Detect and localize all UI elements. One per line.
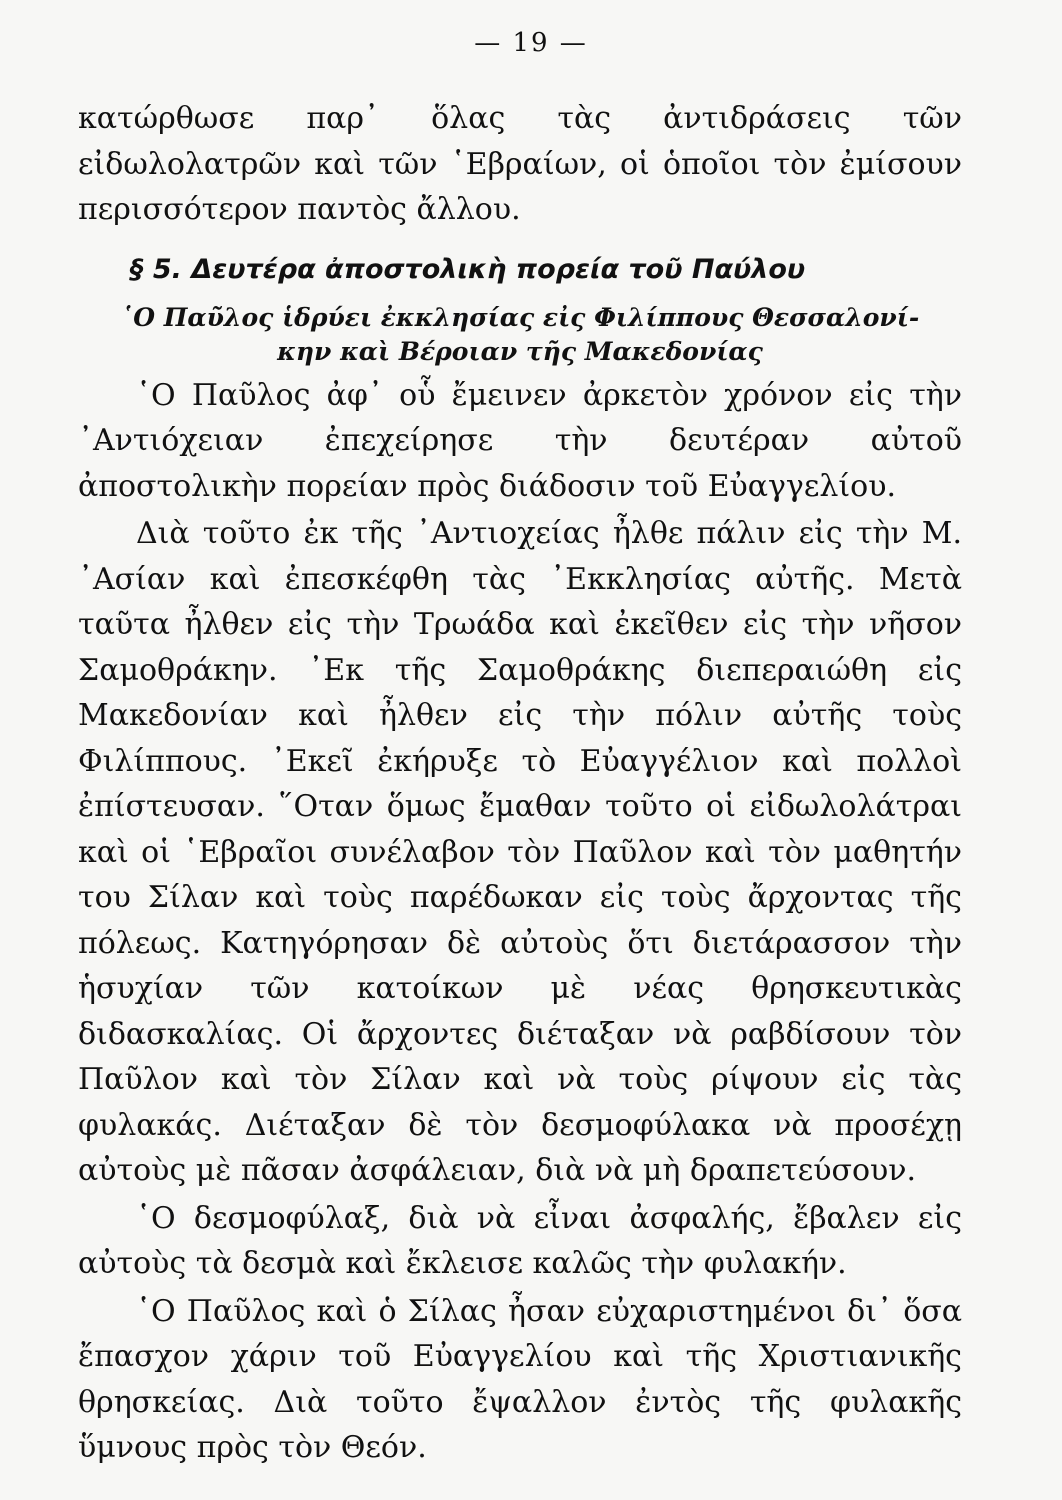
paragraph-3: ῾Ο δεσμοφύλαξ, διὰ νὰ εἶναι ἀσφαλής, ἔβαλεν εἰς αὐτοὺς τὰ δεσμὰ καὶ ἔκλεισε καλῶς τὴν φυλακήν. [78, 1200, 962, 1281]
paragraph-2: Διὰ τοῦτο ἐκ τῆς ᾿Αντιοχείας ἦλθε πάλιν εἰς τὴν Μ. ᾿Ασίαν καὶ ἐπεσκέφθη τὰς ᾿Εκκλησίας αὐτῆς. Μετὰ ταῦτα ἦλθεν εἰς τὴν Τρωάδα καὶ ἐκεῖθεν εἰς τὴν νῆσον Σαμοθράκην. ᾿Εκ τῆς Σαμοθράκης διεπεραιώθη εἰς Μακεδονίαν καὶ ἦλθεν εἰς τὴν πόλιν αὐτῆς τοὺς Φιλίππους. ᾿Εκεῖ ἐκήρυξε τὸ Εὐαγγέλιον καὶ πολλοὶ ἐπίστευσαν. ῞Οταν ὅμως ἔμαθαν τοῦτο οἱ εἰδωλολάτραι καὶ οἱ ῾Εβραῖοι συνέλαβον τὸν Παῦλον καὶ τὸν μαθητήν του Σίλαν καὶ τοὺς παρέδωκαν εἰς τοὺς ἄρχοντας τῆς πόλεως. Κατηγόρησαν δὲ αὐτοὺς ὅτι διετάρασσον τὴν ἡσυχίαν τῶν κατοίκων μὲ νέας θρησκευτικὰς διδασκαλίας. Οἱ ἄρχοντες διέταξαν νὰ ραβδίσουν τὸν Παῦλον καὶ τὸν Σίλαν καὶ νὰ τοὺς ρίψουν εἰς τὰς φυλακάς. Διέταξαν δὲ τὸν δεσμοφύλακα νὰ προσέχῃ αὐτοὺς μὲ πᾶσαν ἀσφάλειαν, διὰ νὰ μὴ δραπετεύσουν. [78, 516, 962, 1188]
section-subtitle [78, 301, 962, 369]
section-subtitle-line-1: ῾Ο Παῦλος ἱδρύει ἐκκλησίας εἰς Φιλίππους Θεσσαλονί- [120, 302, 920, 332]
paragraph-4: ῾Ο Παῦλος καὶ ὁ Σίλας ἦσαν εὐχαριστημένοι δι᾿ ὅσα ἔπασχον χάριν τοῦ Εὐαγγελίου καὶ τῆς Χριστιανικῆς θρησκείας. Διὰ τοῦτο ἔψαλλον ἐντὸς τῆς φυλακῆς ὕμνους πρὸς τὸν Θεόν. [78, 1293, 962, 1465]
page-number: — 19 — [474, 28, 588, 58]
section-heading: § 5. Δευτέρα ἀποστολικὴ πορεία τοῦ Παύλου [130, 253, 806, 285]
page-content [78, 96, 962, 1471]
opening-paragraph: κατώρθωσε παρ᾿ ὅλας τὰς ἀντιδράσεις τῶν εἰδωλολατρῶν καὶ τῶν ῾Εβραίων, οἱ ὁποῖοι τὸν ἐμίσουν περισσότερον παντὸς ἄλλου. [78, 101, 962, 227]
section-subtitle-line-2: κην καὶ Βέροιαν τῆς Μακεδονίας [277, 336, 763, 366]
paragraph-1: ῾Ο Παῦλος ἀφ᾿ οὗ ἔμεινεν ἀρκετὸν χρόνον εἰς τὴν ᾿Αντιόχειαν ἐπεχείρησε τὴν δευτέραν αὐτοῦ ἀποστολικὴν πορείαν πρὸς διάδοσιν τοῦ Εὐαγγελίου. [78, 377, 962, 504]
